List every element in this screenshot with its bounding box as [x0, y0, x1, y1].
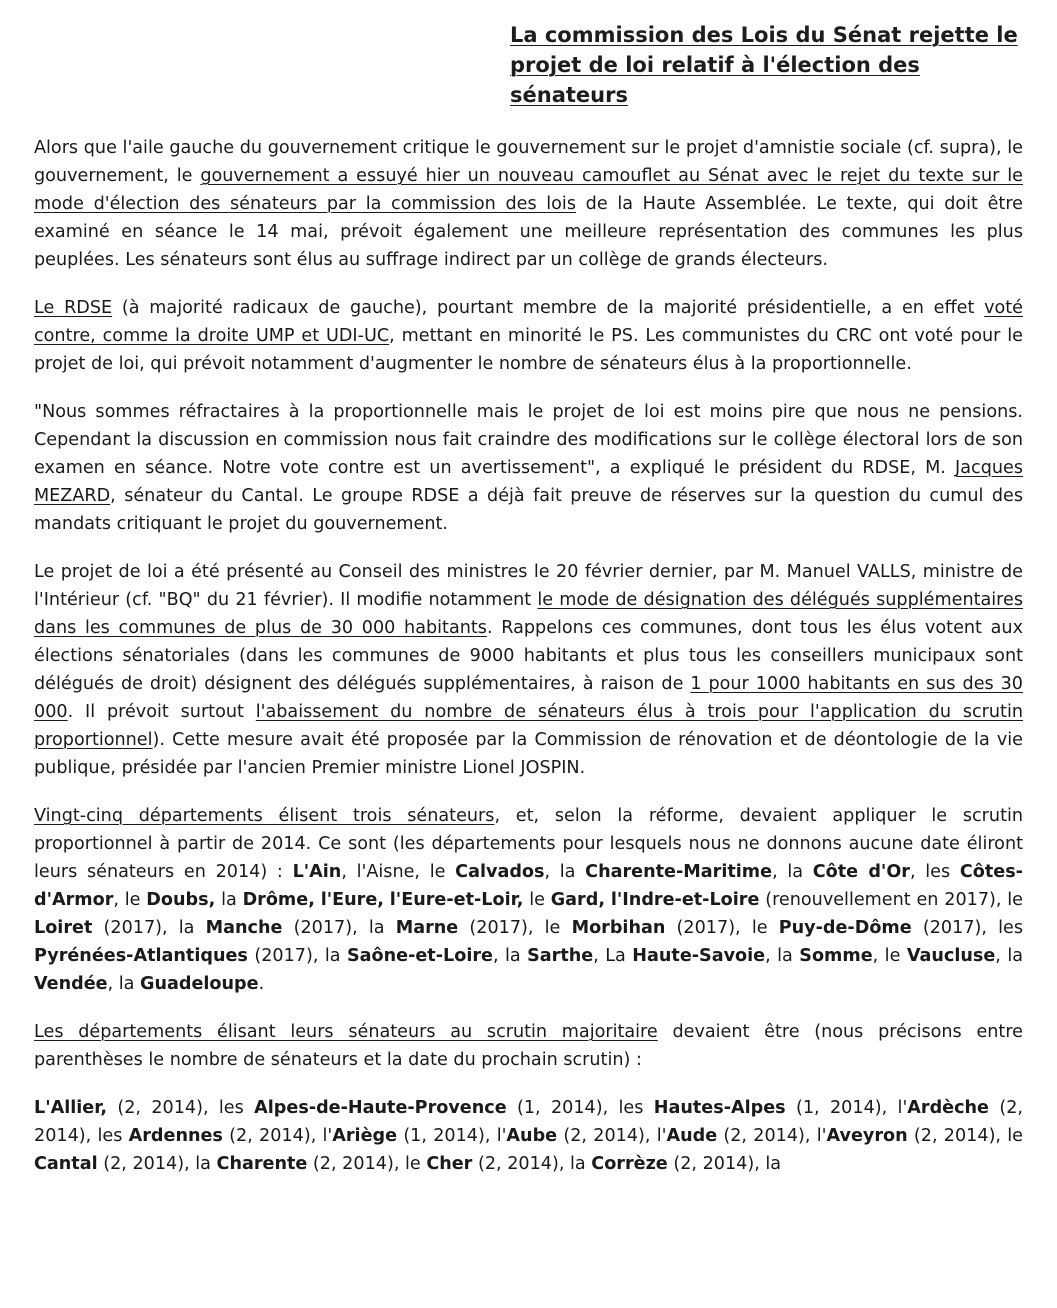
underlined-text: gouvernement a essuyé hier un nouveau camouflet au Sénat avec le rejet du texte sur le mode d'élection des sénateurs par la commission des lois [34, 166, 1023, 214]
bold-term: Morbihan [571, 918, 666, 938]
bold-term: l'Eure, [320, 890, 384, 910]
bold-term: Gard, [550, 890, 606, 910]
text-run: (2017), le [665, 918, 779, 938]
text-run: (2, 2014), les [34, 1098, 1023, 1146]
bold-term: Vendée [34, 974, 108, 994]
text-run: (2, 2014), l' [557, 1126, 667, 1146]
paragraph-6 [34, 1018, 1023, 1074]
text-run: (renouvellement en 2017), le [759, 890, 1023, 910]
bold-term: Charente-Maritime [585, 862, 773, 882]
text-run: , la [995, 946, 1024, 966]
text-run: (1, 2014), l' [397, 1126, 507, 1146]
bold-term: Guadeloupe [140, 974, 259, 994]
underlined-text: Vingt-cinq départements élisent trois sénateurs [34, 806, 495, 826]
text-run: (2, 2014), l' [717, 1126, 827, 1146]
text-run: (2017), les [911, 918, 1024, 938]
article-title [510, 20, 1023, 110]
text-run: , sénateur du Cantal. Le groupe RDSE a déjà fait preuve de réserves sur la question du cumul des mandats critiquant le projet du gouvernement. [34, 486, 1023, 534]
text-run: , la [492, 946, 528, 966]
bold-term: L'Allier, [34, 1098, 108, 1118]
text-run: , La [593, 946, 633, 966]
text-run: (1, 2014), les [506, 1098, 654, 1118]
underlined-text: Les départements élisant leurs sénateurs au scrutin majoritaire [34, 1022, 658, 1042]
bold-term: Vaucluse [906, 946, 996, 966]
text-run: Le projet de loi a été présenté au Conseil des ministres le 20 février dernier, par M. Manuel VALLS, ministre de l'Intérieur (cf. "BQ" du 21 février). Il modifie notamment [34, 562, 1023, 610]
text-run: . Rappelons ces communes, dont tous les élus votent aux élections sénatoriales (dans les communes de 9000 habitants et plus tous les conseillers municipaux sont délégués de droit) désignent des délégués supplémentaires, à raison de [34, 618, 1023, 694]
bold-term: Pyrénées-Atlantiques [34, 946, 248, 966]
text-run: , la [544, 862, 586, 882]
bold-term: Ardennes [128, 1126, 223, 1146]
text-run: "Nous sommes réfractaires à la proportionnelle mais le projet de loi est moins pire que nous ne pensions. Cependant la discussion en commission nous fait craindre des modifications sur le collège électoral lors de son examen en séance. Notre vote contre est un avertissement", a expliqué le président du RDSE, M. [34, 402, 1023, 478]
underlined-text: Jacques MEZARD [34, 458, 1023, 506]
underlined-text: l'abaissement du nombre de sénateurs élus à trois pour l'application du scrutin proportionnel [34, 702, 1023, 750]
bold-term: Aveyron [826, 1126, 908, 1146]
text-run: (2, 2014), le [307, 1154, 427, 1174]
bold-term: Côte d'Or [812, 862, 910, 882]
bold-term: Calvados [455, 862, 545, 882]
bold-term: Cher [426, 1154, 473, 1174]
bold-term: Aube [506, 1126, 558, 1146]
bold-term: Doubs, [146, 890, 216, 910]
bold-term: Somme [799, 946, 873, 966]
bold-term: Marne [395, 918, 459, 938]
text-run: , mettant en minorité le PS. Les communistes du CRC ont voté pour le projet de loi, qui prévoit notamment d'augmenter le nombre de sénateurs élus à la proportionnelle. [34, 326, 1023, 374]
text-run: (2, 2014), le [907, 1126, 1023, 1146]
text-run: (à majorité radicaux de gauche), pourtant membre de la majorité présidentielle, a en effet [112, 298, 985, 318]
text-run: (2, 2014), la [667, 1154, 782, 1174]
bold-term: Charente [216, 1154, 308, 1174]
text-run: . Il prévoit surtout [67, 702, 256, 722]
text-run: le [523, 890, 551, 910]
text-run: , l'Aisne, le [341, 862, 456, 882]
bold-term: Puy-de-Dôme [778, 918, 912, 938]
text-run: , la [765, 946, 800, 966]
text-run: (2017), le [458, 918, 572, 938]
bold-term: Alpes-de-Haute-Provence [254, 1098, 507, 1118]
text-run: , le [113, 890, 147, 910]
text-run: , les [909, 862, 960, 882]
text-run: (2017), la [282, 918, 396, 938]
text-run: (2, 2014), les [107, 1098, 255, 1118]
text-run: ). Cette mesure avait été proposée par la Commission de rénovation et de déontologie de la vie publique, présidée par l'ancien Premier ministre Lionel JOSPIN. [34, 730, 1023, 778]
text-run: , le [872, 946, 907, 966]
text-run: devaient être (nous précisons entre parenthèses le nombre de sénateurs et la date du prochain scrutin) : [34, 1022, 1023, 1070]
bold-term: Haute-Savoie [632, 946, 766, 966]
text-run: , et, selon la réforme, devaient appliquer le scrutin proportionnel à partir de 2014. Ce sont (les départements pour lesquels nous ne donnons aucune date éliront leurs sénateurs en 2014) : [34, 806, 1024, 882]
bold-term: Saône-et-Loire [346, 946, 493, 966]
underlined-text: Le RDSE [34, 298, 113, 318]
paragraph-2 [34, 294, 1023, 378]
text-run: (2, 2014), la [97, 1154, 217, 1174]
bold-term: Cantal [34, 1154, 98, 1174]
bold-term: Côtes-d'Armor [34, 862, 1023, 910]
bold-term: Manche [205, 918, 283, 938]
underlined-text: voté contre, comme la droite UMP et UDI-UC [34, 298, 1024, 346]
text-run: , la [772, 862, 813, 882]
bold-term: Loiret [34, 918, 93, 938]
text-run: (2017), la [92, 918, 206, 938]
text-run: (2, 2014), l' [222, 1126, 333, 1146]
paragraph-1 [34, 134, 1023, 274]
bold-term: l'Indre-et-Loire [610, 890, 760, 910]
text-run: . [258, 974, 265, 994]
text-run: , la [107, 974, 141, 994]
bold-term: Ariège [332, 1126, 398, 1146]
paragraph-4 [34, 558, 1023, 782]
text-run: de la Haute Assemblée. Le texte, qui doit être examiné en séance le 14 mai, prévoit également une meilleure représentation des communes les plus peuplées. Les sénateurs sont élus au suffrage indirect par un collège de grands électeurs. [34, 194, 1023, 270]
underlined-text: 1 pour 1000 habitants en sus des 30 000 [34, 674, 1023, 722]
underlined-text: le mode de désignation des délégués supplémentaires dans les communes de plus de 30 000 habitants [34, 590, 1023, 638]
article-title-line-2: projet de loi relatif à l'élection des sénateurs [510, 53, 920, 107]
text-run: (1, 2014), l' [785, 1098, 908, 1118]
paragraph-7 [34, 1094, 1023, 1178]
bold-term: Aude [666, 1126, 718, 1146]
bold-term: Ardèche [907, 1098, 989, 1118]
bold-term: l'Eure-et-Loir, [389, 890, 524, 910]
text-run: la [215, 890, 243, 910]
paragraph-3 [34, 398, 1023, 538]
bold-term: Corrèze [591, 1154, 668, 1174]
bold-term: Hautes-Alpes [653, 1098, 786, 1118]
bold-term: L'Ain [292, 862, 342, 882]
text-run: Alors que l'aile gauche du gouvernement critique le gouvernement sur le projet d'amnistie sociale (cf. supra), le gouvernement, le [34, 138, 1023, 186]
text-run: (2017), la [247, 946, 347, 966]
paragraph-5 [34, 802, 1023, 998]
article-title-line-1: La commission des Lois du Sénat rejette le [510, 23, 1018, 47]
text-run: (2, 2014), la [472, 1154, 592, 1174]
bold-term: Drôme, [242, 890, 315, 910]
bold-term: Sarthe [527, 946, 594, 966]
